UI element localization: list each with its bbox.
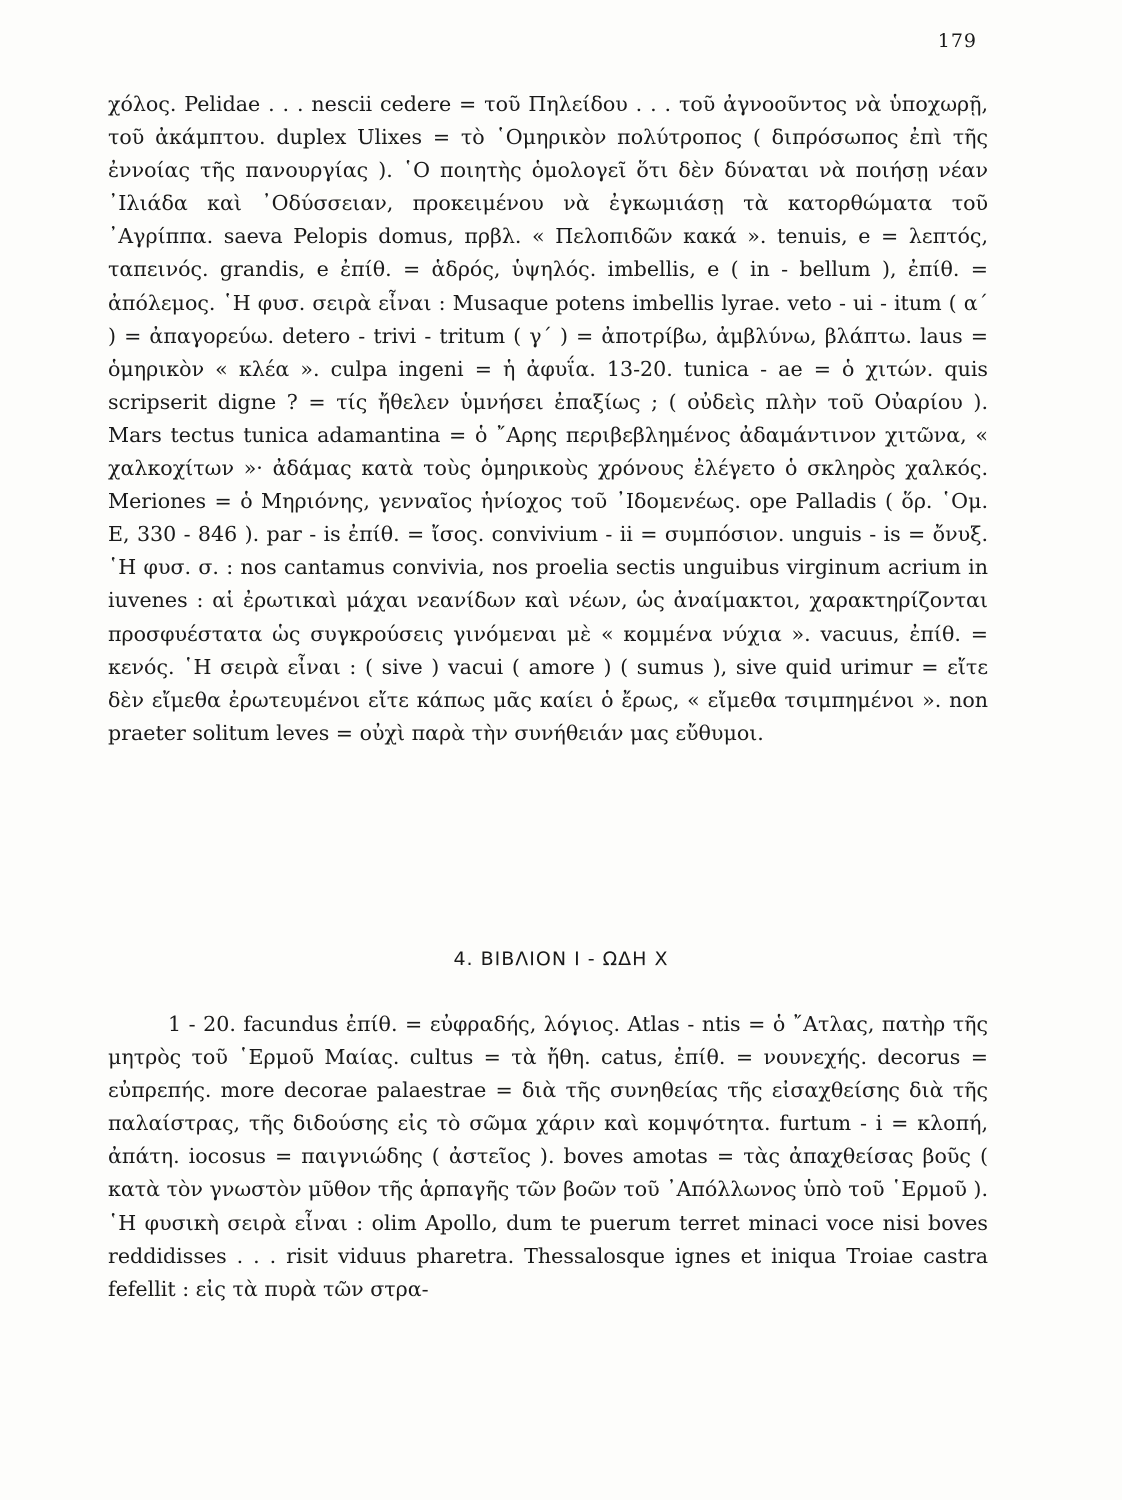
commentary-paragraph-2 bbox=[108, 1008, 988, 1306]
paragraph-text: 1 - 20. facundus ἐπίθ. = εὐφραδής, λόγιος. Atlas - ntis = ὁ ῎Ατλας, πατὴρ τῆς μητρὸς τοῦ ῾Ερμοῦ Μαίας. cultus = τὰ ἤθη. catus, ἐπίθ. = νουνεχής. decorus = εὐπρεπής. more decorae palaestrae = διὰ τῆς συνηθείας τῆς εἰσαχθείσης διὰ τῆς παλαίστρας, τῆς διδούσης εἰς τὸ σῶμα χάριν καὶ κομψότητα. furtum - i = κλοπή, ἀπάτη. iocosus = παιγνιώδης ( ἀστεῖος ). boves amotas = τὰς ἀπαχθείσας βοῦς ( κατὰ τὸν γνωστὸν μῦθον τῆς ἁρπαγῆς τῶν βοῶν τοῦ ᾿Απόλλωνος ὑπὸ τοῦ ῾Ερμοῦ ). ῾Η φυσικὴ σειρὰ εἶναι : olim Apollo, dum te puerum terret minaci voce nisi boves reddidisses . . . risit viduus pharetra. Thessalosque ignes et iniqua Troiae castra fefellit : εἰς τὰ πυρὰ τῶν στρα- bbox=[108, 1012, 988, 1301]
commentary-paragraph-1 bbox=[108, 88, 988, 750]
page-number: 179 bbox=[937, 30, 977, 52]
paragraph-text: χόλος. Pelidae . . . nescii cedere = τοῦ Πηλείδου . . . τοῦ ἀγνοοῦντος νὰ ὑποχωρῇ, τοῦ ἀκάμπτου. duplex Ulixes = τὸ ῾Ομηρικὸν πολύτροπος ( διπρόσωπος ἐπὶ τῆς ἐννοίας τῆς πανουργίας ). ῾Ο ποιητὴς ὁμολογεῖ ὅτι δὲν δύναται νὰ ποιήσῃ νέαν ᾿Ιλιάδα καὶ ᾿Οδύσσειαν, προκειμένου νὰ ἐγκωμιάσῃ τὰ κατορθώματα τοῦ ᾿Αγρίππα. saeva Pelopis domus, πρβλ. « Πελοπιδῶν κακά ». tenuis, e = λεπτός, ταπεινός. grandis, e ἐπίθ. = ἁδρός, ὑψηλός. imbellis, e ( in - bellum ), ἐπίθ. = ἀπόλεμος. ῾Η φυσ. σειρὰ εἶναι : Musaque potens imbellis lyrae. veto - ui - itum ( α΄ ) = ἀπαγορεύω. detero - trivi - tritum ( γ΄ ) = ἀποτρίβω, ἀμβλύνω, βλάπτω. laus = ὁμηρικὸν « κλέα ». culpa ingeni = ἡ ἀφυΐα. 13-20. tunica - ae = ὁ χιτών. quis scripserit digne ? = τίς ἤθελεν ὑμνήσει ἐπαξίως ; ( οὐδεὶς πλὴν τοῦ Οὐαρίου ). Mars tectus tunica adamantina = ὁ ῎Αρης περιβεβλημένος ἀδαμάντινον χιτῶνα, « χαλκοχίτων »· ἀδάμας κατὰ τοὺς ὁμηρικοὺς χρόνους ἐλέγετο ὁ σκληρὸς χαλκός. Meriones = ὁ Μηριόνης, γενναῖος ἡνίοχος τοῦ ᾿Ιδομενέως. ope Palladis ( ὅρ. ῾Ομ. Ε, 330 - 846 ). par - is ἐπίθ. = ἴσος. convivium - ii = συμπόσιον. unguis - is = ὄνυξ. ῾Η φυσ. σ. : nos cantamus convivia, nos proelia sectis unguibus virginum acrium in iuvenes : αἱ ἐρωτικαὶ μάχαι νεανίδων καὶ νέων, ὡς ἀναίμακτοι, χαρακτηρίζονται προσφυέστατα ὡς συγκρούσεις γινόμεναι μὲ « κομμένα νύχια ». vacuus, ἐπίθ. = κενός. ῾Η σειρὰ εἶναι : ( sive ) vacui ( amore ) ( sumus ), sive quid urimur = εἴτε δὲν εἴμεθα ἐρωτευμένοι εἴτε κάπως μᾶς καίει ὁ ἔρως, « εἴμεθα τσιμπημένοι ». non praeter solitum leves = οὐχὶ παρὰ τὴν συνήθειάν μας εὔθυμοι. bbox=[108, 92, 988, 745]
section-heading: 4. ΒΙΒΛΙΟΝ Ι - ΩΔΗ Χ bbox=[453, 948, 669, 970]
